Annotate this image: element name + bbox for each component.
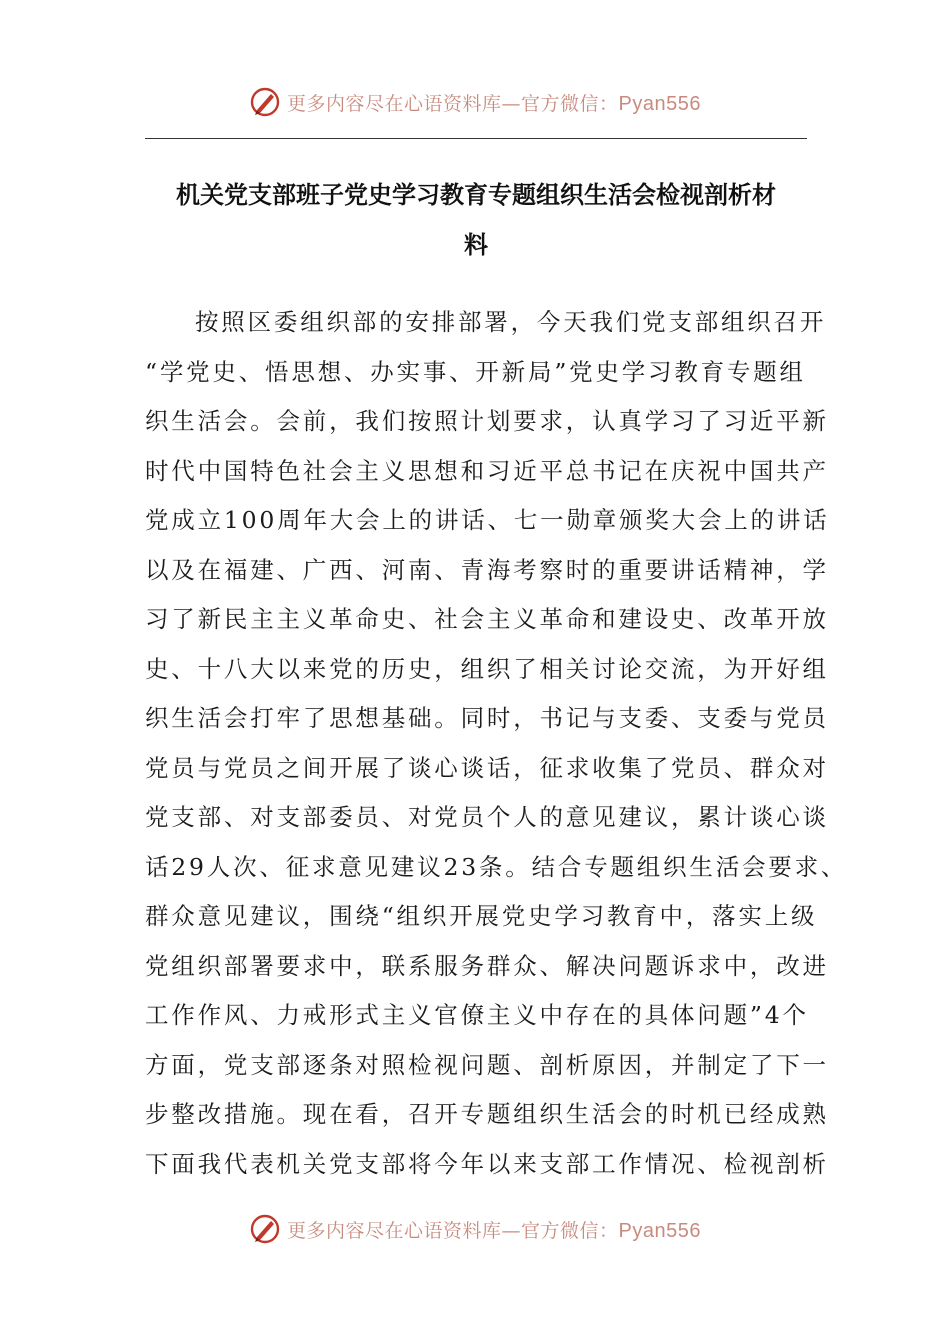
title-line-2: 料 <box>464 231 488 259</box>
body-line: 步整改措施。现在看，召开专题组织生活会的时机已经成熟 <box>145 1100 829 1128</box>
watermark-wechat-id: Pyan556 <box>618 92 701 115</box>
body-line: 织生活会。会前，我们按照计划要求，认真学习了习近平新 <box>145 407 829 435</box>
body-line: 群众意见建议，围绕“组织开展党史学习教育中，落实上级 <box>145 902 818 930</box>
document-title <box>145 170 807 270</box>
body-line: “学党史、悟思想、办实事、开新局”党史学习教育专题组 <box>145 357 806 386</box>
document-body <box>145 298 848 1189</box>
body-line: 党成立100周年大会上的讲话、七一勋章颁奖大会上的讲话 <box>145 506 830 534</box>
body-line: 按照区委组织部的安排部署，今天我们党支部组织召开 <box>195 308 827 336</box>
pen-logo-icon <box>249 86 281 118</box>
watermark-text: 更多内容尽在心语资料库—官方微信： <box>287 1219 619 1242</box>
body-line: 党员与党员之间开展了谈心谈话，征求收集了党员、群众对 <box>145 753 829 782</box>
body-line: 党组织部署要求中，联系服务群众、解决问题诉求中，改进 <box>145 951 829 980</box>
body-line: 史、十八大以来党的历史，组织了相关讨论交流，为开好组 <box>145 654 829 683</box>
pen-logo-icon <box>249 1213 281 1245</box>
body-line: 工作作风、力戒形式主义官僚主义中存在的具体问题”4个 <box>145 1001 809 1029</box>
header-divider <box>145 138 807 139</box>
watermark-footer <box>0 1207 950 1251</box>
title-line-1: 机关党支部班子党史学习教育专题组织生活会检视剖析材 <box>176 181 776 209</box>
body-line: 以及在福建、广西、河南、青海考察时的重要讲话精神，学 <box>145 555 829 584</box>
body-line: 话29人次、征求意见建议23条。结合专题组织生活会要求、 <box>145 852 848 881</box>
body-line: 党支部、对支部委员、对党员个人的意见建议，累计谈心谈 <box>145 803 829 831</box>
body-line: 时代中国特色社会主义思想和习近平总书记在庆祝中国共产 <box>145 456 829 485</box>
body-line: 织生活会打牢了思想基础。同时，书记与支委、支委与党员 <box>145 704 829 732</box>
body-line: 方面，党支部逐条对照检视问题、剖析原因，并制定了下一 <box>145 1050 829 1079</box>
watermark-wechat-id: Pyan556 <box>618 1219 701 1242</box>
watermark-header <box>0 80 950 124</box>
watermark-text: 更多内容尽在心语资料库—官方微信： <box>287 92 619 115</box>
body-line: 下面我代表机关党支部将今年以来支部工作情况、检视剖析 <box>145 1149 829 1178</box>
body-line: 习了新民主主义革命史、社会主义革命和建设史、改革开放 <box>145 605 829 633</box>
